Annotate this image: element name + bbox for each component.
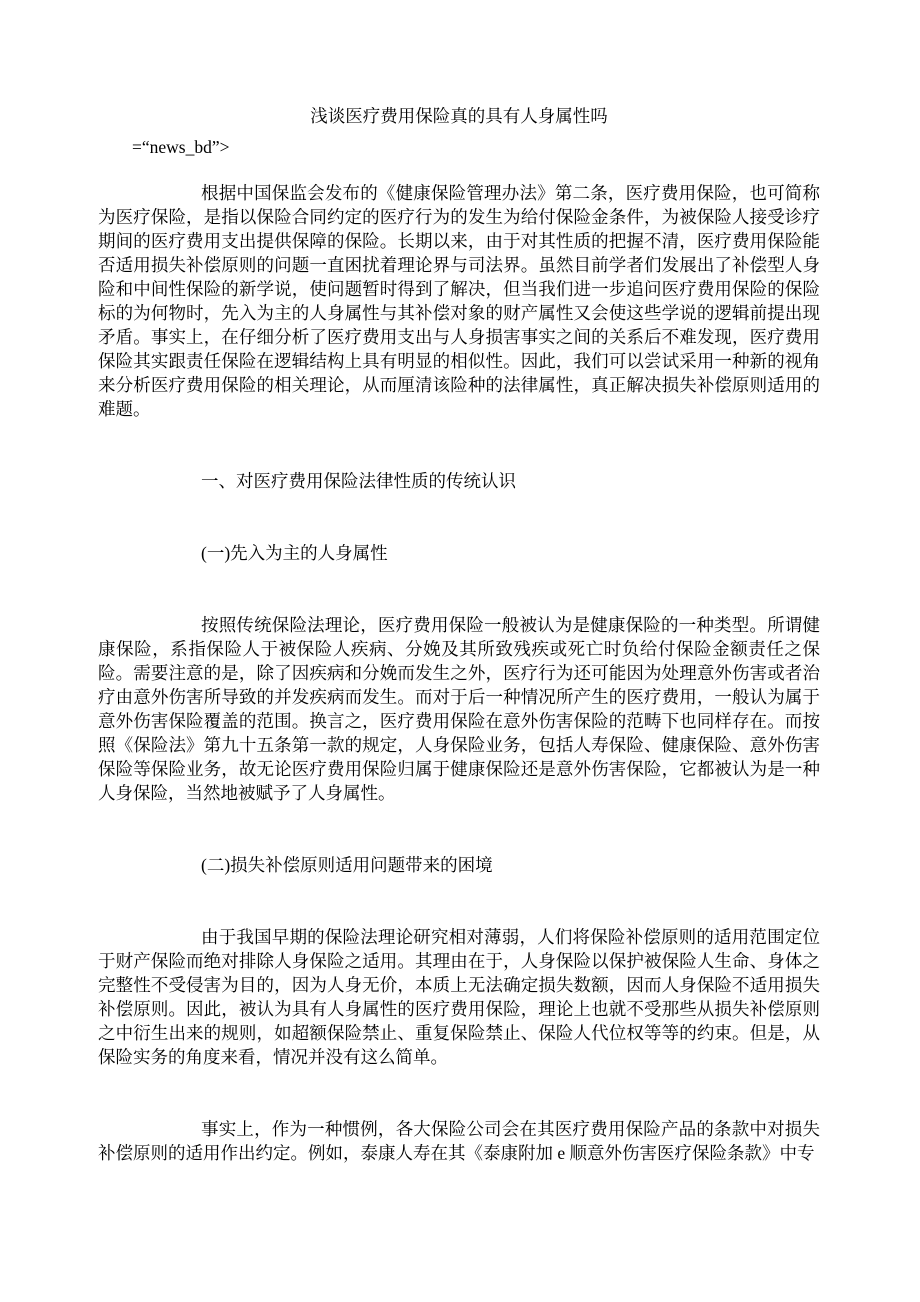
body-paragraph: 按照传统保险法理论，医疗费用保险一般被认为是健康保险的一种类型。所谓健康保险，系指保险人于被保险人疾病、分娩及其所致残疾或死亡时负给付保险金额责任之保险。需要注意的是，除了因疾病和分娩而发生之外，医疗行为还可能因为处理意外伤害或者治疗由意外伤害所导致的并发疾病而发生。而对于后一种情况所产生的医疗费用，一般认为属于意外伤害保险覆盖的范围。换言之，医疗费用保险在意外伤害保险的范畴下也同样存在。而按照《保险法》第九十五条第一款的规定，人身保险业务，包括人寿保险、健康保险、意外伤害保险等保险业务，故无论医疗费用保险归属于健康保险还是意外伤害保险，它都被认为是一种人身保险，当然地被赋予了人身属性。 — [98, 615, 820, 803]
subsection-heading-1-2: (二)损失补偿原则适用问题带来的困境 — [201, 855, 493, 875]
body-paragraph: 由于我国早期的保险法理论研究相对薄弱，人们将保险补偿原则的适用范围定位于财产保险而绝对排除人身保险之适用。其理由在于，人身保险以保护被保险人生命、身体之完整性不受侵害为目的，因为人身无价，本质上无法确定损失数额，因而人身保险不适用损失补偿原则。因此，被认为具有人身属性的医疗费用保险，理论上也就不受那些从损失补偿原则之中衍生出来的规则，如超额保险禁止、重复保险禁止、保险人代位权等等的约束。但是，从保险实务的角度来看，情况并没有这么简单。 — [98, 927, 820, 1067]
section-heading-1: 一、对医疗费用保险法律性质的传统认识 — [201, 471, 516, 491]
body-paragraph: 事实上，作为一种惯例，各大保险公司会在其医疗费用保险产品的条款中对损失补偿原则的适用作出约定。例如，泰康人寿在其《泰康附加 e 顺意外伤害医疗保险条款》中专 — [98, 1119, 820, 1163]
subsection-heading-1-1: (一)先入为主的人身属性 — [201, 543, 388, 563]
intro-paragraph: 根据中国保监会发布的《健康保险管理办法》第二条，医疗费用保险，也可简称为医疗保险，是指以保险合同约定的医疗行为的发生为给付保险金条件，为被保险人接受诊疗期间的医疗费用支出提供保障的保险。长期以来，由于对其性质的把握不清，医疗费用保险能否适用损失补偿原则的问题一直困扰着理论界与司法界。虽然目前学者们发展出了补偿型人身险和中间性保险的新学说，使问题暂时得到了解决，但当我们进一步追问医疗费用保险的保险标的为何物时，先入为主的人身属性与其补偿对象的财产属性又会使这些学说的逻辑前提出现矛盾。事实上，在仔细分析了医疗费用支出与人身损害事实之间的关系后不难发现，医疗费用保险其实跟责任保险在逻辑结构上具有明显的相似性。因此，我们可以尝试采用一种新的视角来分析医疗费用保险的相关理论，从而厘清该险种的法律属性，真正解决损失补偿原则适用的难题。 — [98, 183, 820, 419]
article-title: 浅谈医疗费用保险真的具有人身属性吗 — [310, 106, 608, 126]
meta-tag-line: =“news_bd”> — [132, 137, 230, 157]
